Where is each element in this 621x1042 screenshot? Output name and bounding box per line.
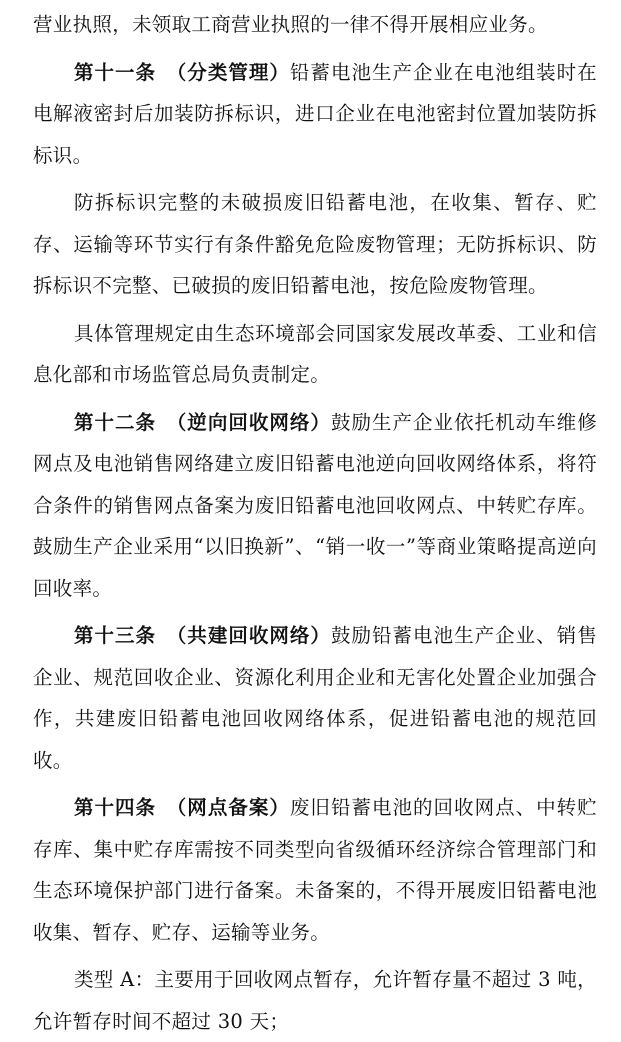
article-11-paragraph <box>33 52 597 177</box>
paragraph-text: 营业执照，未领取工商营业执照的一律不得开展相应业务。 <box>33 13 548 36</box>
type-a-paragraph <box>33 959 597 1042</box>
article-13-heading: 第十三条 （共建回收网络） <box>73 624 331 647</box>
article-11-clause-2 <box>33 182 597 307</box>
article-14-heading: 第十四条 （网点备案） <box>73 796 290 819</box>
paragraph-text: 铅蓄电池生产企业在电池组装时在电解液密封后加装防拆标识，进口企业在电池密封位置加装防拆标识。 <box>33 60 597 167</box>
article-11-clause-3 <box>33 313 597 396</box>
article-11-heading: 第十一条 （分类管理） <box>73 60 290 84</box>
article-13-paragraph <box>33 615 597 781</box>
paragraph-text: 鼓励生产企业依托机动车维修网点及电池销售网络建立废旧铅蓄电池逆向回收网络体系，将符合条件的销售网点备案为废旧铅蓄电池回收网点、中转贮存库。鼓励生产企业采用“以旧换新”、“销一收一”等商业策略提高逆向回收率。 <box>33 410 597 600</box>
paragraph-text: 类型 A：主要用于回收网点暂存，允许暂存量不超过 3 吨，允许暂存时间不超过 30 天； <box>33 968 597 1033</box>
article-12-paragraph <box>33 402 597 610</box>
paragraph-text: 废旧铅蓄电池的回收网点、中转贮存库、集中贮存库需按不同类型向省级循环经济综合管理部门和生态环境保护部门进行备案。未备案的，不得开展废旧铅蓄电池收集、暂存、贮存、运输等业务。 <box>33 796 597 944</box>
article-14-paragraph <box>33 787 597 953</box>
paragraph-text: 防拆标识完整的未破损废旧铅蓄电池，在收集、暂存、贮存、运输等环节实行有条件豁免危险废物管理；无防拆标识、防拆标识不完整、已破损的废旧铅蓄电池，按危险废物管理。 <box>33 191 597 297</box>
paragraph-text: 鼓励铅蓄电池生产企业、销售企业、规范回收企业、资源化利用企业和无害化处置企业加强合作，共建废旧铅蓄电池回收网络体系，促进铅蓄电池的规范回收。 <box>33 624 597 772</box>
paragraph-text: 具体管理规定由生态环境部会同国家发展改革委、工业和信息化部和市场监管总局负责制定。 <box>33 321 597 386</box>
article-12-heading: 第十二条 （逆向回收网络） <box>73 410 331 434</box>
paragraph-continuation <box>33 4 597 46</box>
